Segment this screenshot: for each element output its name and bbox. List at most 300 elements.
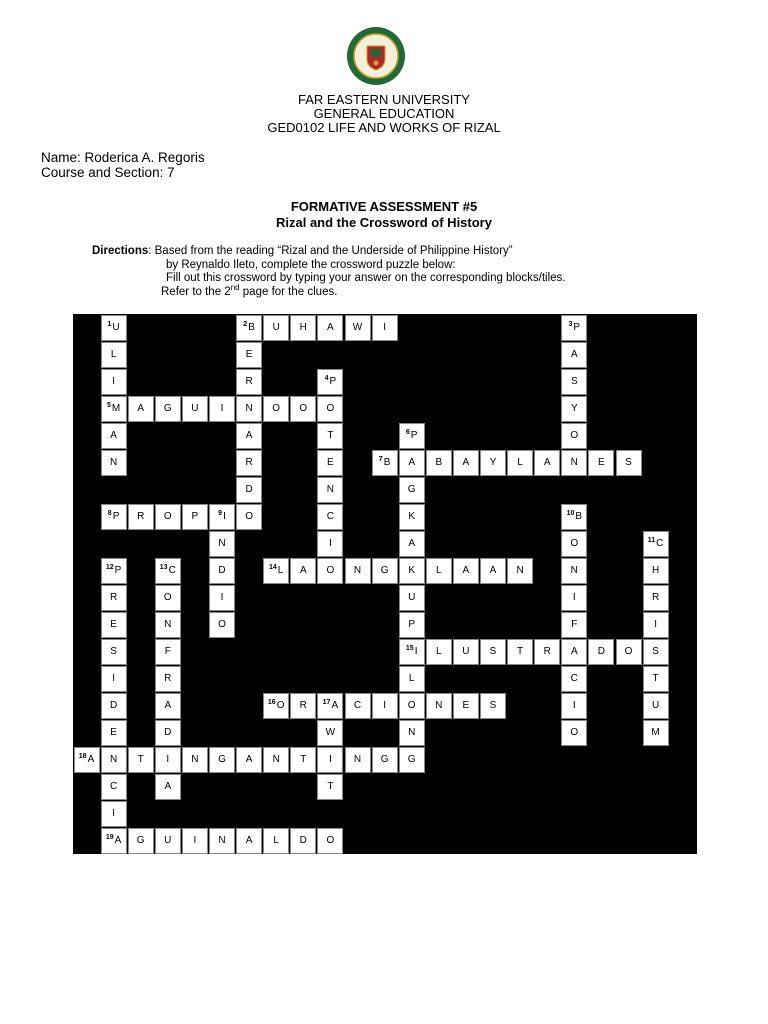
tile-letter: D <box>597 646 605 657</box>
tile-letter: O <box>326 835 335 846</box>
tile-letter: N <box>353 565 362 576</box>
tile-letter: I <box>193 835 197 846</box>
course-title: GED0102 LIFE AND WORKS OF RIZAL <box>267 120 501 135</box>
crossword-tile[interactable] <box>561 612 587 638</box>
crossword-tile[interactable] <box>372 450 398 476</box>
crossword-tile[interactable] <box>290 315 316 341</box>
tile-letter: L <box>517 457 523 468</box>
crossword-tile[interactable] <box>480 693 506 719</box>
crossword-tile[interactable] <box>236 342 262 368</box>
tile-letter: H <box>651 565 660 576</box>
crossword-tile[interactable] <box>317 774 343 800</box>
clue-number: 18 <box>78 753 87 760</box>
tile-letter: O <box>245 511 253 522</box>
tile-letter: R <box>137 511 145 522</box>
crossword-tile[interactable] <box>399 747 425 773</box>
crossword-tile[interactable] <box>209 612 235 638</box>
tile-letter: P <box>408 619 416 630</box>
tile-letter: U <box>112 322 120 333</box>
crossword-tile[interactable] <box>561 639 587 665</box>
crossword-tile[interactable] <box>643 666 669 692</box>
directions-text-1: : Based from the reading “Rizal and the Underside of Philippine History” <box>148 245 513 257</box>
crossword-tile[interactable] <box>317 315 343 341</box>
tile-letter: A <box>408 538 416 549</box>
crossword-tile[interactable] <box>317 477 343 503</box>
crossword-tile[interactable] <box>561 396 587 422</box>
crossword-tile[interactable] <box>101 342 127 368</box>
crossword-tile[interactable] <box>643 585 669 611</box>
clue-number: 9 <box>218 510 223 517</box>
tile-letter: U <box>462 646 470 657</box>
tile-letter: G <box>136 835 145 846</box>
tile-letter: I <box>383 322 386 333</box>
tile-letter: T <box>327 430 334 441</box>
crossword-tile[interactable] <box>534 639 560 665</box>
tile-letter: C <box>109 781 118 792</box>
crossword-tile[interactable] <box>561 450 587 476</box>
crossword-tile[interactable] <box>561 423 587 449</box>
crossword-tile[interactable] <box>561 315 587 341</box>
directions-label: Directions <box>92 245 149 257</box>
crossword-tile[interactable] <box>236 396 262 422</box>
crossword-tile[interactable] <box>182 828 208 854</box>
crossword-tile[interactable] <box>399 666 425 692</box>
crossword-tile[interactable] <box>155 747 181 773</box>
clue-number: 6 <box>405 429 410 436</box>
crossword-tile[interactable] <box>209 585 235 611</box>
crossword-tile[interactable] <box>101 315 127 341</box>
crossword-tile[interactable] <box>236 504 262 530</box>
tile-letter: R <box>651 592 660 603</box>
crossword-tile[interactable] <box>155 774 181 800</box>
crossword-tile[interactable] <box>480 639 506 665</box>
clue-number: 10 <box>566 510 575 517</box>
crossword-tile[interactable] <box>155 693 181 719</box>
crossword-tile[interactable] <box>480 450 506 476</box>
crossword-tile[interactable] <box>588 639 614 665</box>
crossword-tile[interactable] <box>155 666 181 692</box>
tile-letter: A <box>462 457 470 468</box>
tile-letter: R <box>299 700 307 711</box>
tile-letter: P <box>410 430 418 441</box>
course-section: Course and Section: 7 <box>41 165 175 180</box>
crossword-tile[interactable] <box>263 747 289 773</box>
tile-letter: E <box>245 349 253 360</box>
tile-letter: F <box>164 646 171 657</box>
crossword-tile[interactable] <box>290 747 316 773</box>
crossword-tile[interactable] <box>399 612 425 638</box>
tile-letter: L <box>408 673 415 684</box>
clue-number: 4 <box>324 375 329 382</box>
tile-letter: O <box>407 700 416 711</box>
tile-letter: D <box>109 700 118 711</box>
crossword-tile[interactable] <box>101 747 127 773</box>
crossword-tile[interactable] <box>101 639 127 665</box>
crossword-tile[interactable] <box>588 450 614 476</box>
tile-letter: R <box>245 457 253 468</box>
crossword-tile[interactable] <box>372 315 398 341</box>
crossword-tile[interactable] <box>345 747 371 773</box>
tile-letter: A <box>164 781 172 792</box>
crossword-tile[interactable] <box>209 396 235 422</box>
crossword-tile[interactable] <box>209 558 235 584</box>
tile-letter: I <box>112 808 115 819</box>
crossword-tile[interactable] <box>155 612 181 638</box>
crossword-tile[interactable] <box>101 774 127 800</box>
crossword-tile[interactable] <box>74 747 100 773</box>
tile-letter: A <box>462 565 470 576</box>
crossword-tile[interactable] <box>236 828 262 854</box>
tile-letter: E <box>327 457 334 468</box>
tile-letter: A <box>543 457 551 468</box>
crossword-tile[interactable] <box>399 585 425 611</box>
crossword-tile[interactable] <box>453 558 479 584</box>
crossword-tile[interactable] <box>561 342 587 368</box>
crossword-tile[interactable] <box>561 531 587 557</box>
tile-letter: B <box>575 511 583 522</box>
clue-number: 17 <box>322 699 331 706</box>
crossword-tile[interactable] <box>399 639 425 665</box>
crossword-tile[interactable] <box>182 747 208 773</box>
crossword-tile[interactable] <box>561 693 587 719</box>
crossword-tile[interactable] <box>507 558 533 584</box>
crossword-tile[interactable] <box>101 612 127 638</box>
crossword-tile[interactable] <box>182 504 208 530</box>
crossword-tile[interactable] <box>101 828 127 854</box>
tile-letter: M <box>111 403 121 414</box>
crossword-tile[interactable] <box>561 504 587 530</box>
crossword-tile[interactable] <box>561 369 587 395</box>
crossword-tile[interactable] <box>263 828 289 854</box>
crossword-tile[interactable] <box>480 558 506 584</box>
clue-number: 7 <box>378 456 383 463</box>
tile-letter: A <box>87 754 95 765</box>
clue-number: 3 <box>568 321 573 328</box>
crossword-tile[interactable] <box>399 531 425 557</box>
tile-letter: R <box>543 646 551 657</box>
tile-letter: W <box>325 727 336 738</box>
crossword-tile[interactable] <box>561 666 587 692</box>
tile-letter: E <box>110 727 117 738</box>
tile-letter: Y <box>489 457 497 468</box>
tile-letter: G <box>407 754 416 765</box>
clue-number: 13 <box>159 564 168 571</box>
crossword-tile[interactable] <box>561 558 587 584</box>
tile-letter: W <box>352 322 363 333</box>
tile-letter: I <box>329 754 332 765</box>
crossword-tile[interactable] <box>155 828 181 854</box>
directions-text-4b: page for the clues. <box>239 286 338 298</box>
crossword-tile[interactable] <box>643 720 669 746</box>
crossword-tile[interactable] <box>101 504 127 530</box>
clue-number: 12 <box>105 564 114 571</box>
crossword-tile[interactable] <box>643 558 669 584</box>
tile-letter: S <box>110 646 117 657</box>
clue-number: 2 <box>243 321 248 328</box>
crossword-tile[interactable] <box>507 639 533 665</box>
tile-letter: P <box>573 322 581 333</box>
crossword-tile[interactable] <box>426 450 452 476</box>
directions-line-3: Fill out this crossword by typing your answer on the corresponding blocks/tiles. <box>166 272 566 284</box>
crossword-tile[interactable] <box>101 558 127 584</box>
crossword-tile[interactable] <box>399 720 425 746</box>
tile-letter: C <box>353 700 362 711</box>
crossword-tile[interactable] <box>263 315 289 341</box>
crossword-tile[interactable] <box>101 369 127 395</box>
tile-letter: I <box>220 592 224 603</box>
crossword-tile[interactable] <box>317 747 343 773</box>
tile-letter: G <box>163 403 172 414</box>
tile-letter: N <box>164 619 172 630</box>
crossword-tile[interactable] <box>345 315 371 341</box>
tile-letter: T <box>517 646 524 657</box>
tile-letter: N <box>353 754 362 765</box>
crossword-tile[interactable] <box>616 639 642 665</box>
tile-letter: N <box>109 754 118 765</box>
ordinal-suffix: nd <box>230 283 240 293</box>
crossword-tile[interactable] <box>290 828 316 854</box>
crossword-tile[interactable] <box>263 558 289 584</box>
tile-letter: P <box>329 376 337 387</box>
tile-letter: N <box>191 754 199 765</box>
crossword-tile[interactable] <box>101 801 127 827</box>
crossword-tile[interactable] <box>372 558 398 584</box>
tile-letter: N <box>570 457 578 468</box>
tile-letter: H <box>299 322 307 333</box>
crossword-tile[interactable] <box>616 450 642 476</box>
tile-letter: T <box>300 754 307 765</box>
crossword-tile[interactable] <box>643 531 669 557</box>
tile-letter: O <box>163 592 172 603</box>
crossword-tile[interactable] <box>317 531 343 557</box>
tile-letter: T <box>652 673 659 684</box>
tile-letter: P <box>112 511 120 522</box>
tile-letter: A <box>570 646 578 657</box>
tile-letter: I <box>414 646 418 657</box>
crossword-tile[interactable] <box>507 450 533 476</box>
tile-letter: A <box>299 565 307 576</box>
crossword-tile[interactable] <box>317 693 343 719</box>
crossword-tile[interactable] <box>399 693 425 719</box>
crossword-tile[interactable] <box>209 828 235 854</box>
crossword-tile[interactable] <box>155 585 181 611</box>
tile-letter: A <box>245 835 253 846</box>
tile-letter: A <box>110 430 117 441</box>
clue-number: 5 <box>106 402 111 409</box>
crossword-tile[interactable] <box>101 693 127 719</box>
crossword-tile[interactable] <box>155 504 181 530</box>
tile-letter: R <box>109 592 118 603</box>
tile-letter: O <box>163 511 172 522</box>
crossword-tile[interactable] <box>290 693 316 719</box>
crossword-tile[interactable] <box>155 639 181 665</box>
tile-letter: A <box>327 322 334 333</box>
tile-letter: A <box>114 835 122 846</box>
tile-letter: P <box>114 565 122 576</box>
crossword-tile[interactable] <box>317 423 343 449</box>
crossword-tile[interactable] <box>426 693 452 719</box>
crossword-tile[interactable] <box>453 639 479 665</box>
crossword-tile[interactable] <box>399 504 425 530</box>
crossword-tile[interactable] <box>155 558 181 584</box>
crossword-tile[interactable] <box>290 396 316 422</box>
crossword-tile[interactable] <box>101 396 127 422</box>
tile-letter: O <box>570 538 579 549</box>
tile-letter: I <box>329 538 332 549</box>
crossword-tile[interactable] <box>399 423 425 449</box>
tile-letter: D <box>218 565 226 576</box>
crossword-tile[interactable] <box>236 747 262 773</box>
tile-letter: O <box>276 700 285 711</box>
crossword-tile[interactable] <box>209 531 235 557</box>
crossword-tile[interactable] <box>101 423 127 449</box>
tile-letter: B <box>435 457 443 468</box>
crossword-tile[interactable] <box>372 693 398 719</box>
tile-letter: S <box>652 646 659 657</box>
tile-letter: N <box>109 457 118 468</box>
crossword-tile[interactable] <box>453 693 479 719</box>
crossword-tile[interactable] <box>345 558 371 584</box>
crossword-tile[interactable] <box>534 450 560 476</box>
tile-letter: O <box>326 403 335 414</box>
tile-letter: N <box>408 727 416 738</box>
clue-number: 11 <box>647 537 656 544</box>
crossword-tile[interactable] <box>128 828 154 854</box>
tile-letter: I <box>572 700 576 711</box>
crossword-tile[interactable] <box>643 639 669 665</box>
crossword-tile[interactable] <box>236 477 262 503</box>
crossword-tile[interactable] <box>263 396 289 422</box>
crossword-tile[interactable] <box>128 747 154 773</box>
crossword-tile[interactable] <box>399 477 425 503</box>
tile-letter: G <box>218 754 226 765</box>
tile-letter: N <box>218 538 226 549</box>
tile-letter: I <box>383 700 386 711</box>
crossword-tile[interactable] <box>290 558 316 584</box>
crossword-tile[interactable] <box>101 585 127 611</box>
crossword-tile[interactable] <box>155 720 181 746</box>
crossword-tile[interactable] <box>236 423 262 449</box>
crossword-tile[interactable] <box>317 369 343 395</box>
crossword-tile[interactable] <box>317 720 343 746</box>
tile-letter: R <box>245 376 253 387</box>
tile-letter: I <box>654 619 657 630</box>
crossword-tile[interactable] <box>128 396 154 422</box>
tile-letter: N <box>570 565 578 576</box>
university-seal <box>346 26 406 86</box>
crossword-tile[interactable] <box>317 504 343 530</box>
assessment-title: FORMATIVE ASSESSMENT #5 <box>290 199 478 214</box>
crossword-tile[interactable] <box>453 450 479 476</box>
tile-letter: L <box>436 565 442 576</box>
clue-number: 16 <box>267 699 276 706</box>
crossword-tile[interactable] <box>345 693 371 719</box>
tile-letter: R <box>164 673 172 684</box>
tile-letter: I <box>112 376 115 387</box>
clue-number: 8 <box>107 510 112 517</box>
tile-letter: U <box>272 322 280 333</box>
tile-letter: O <box>570 430 579 441</box>
tile-letter: A <box>408 457 416 468</box>
tile-letter: F <box>571 619 578 630</box>
tile-letter: O <box>218 619 226 630</box>
tile-letter: L <box>436 646 442 657</box>
crossword-tile[interactable] <box>182 396 208 422</box>
crossword-tile[interactable] <box>643 693 669 719</box>
tile-letter: N <box>326 484 334 495</box>
tile-letter: E <box>110 619 117 630</box>
crossword-tile[interactable] <box>263 693 289 719</box>
crossword-tile[interactable] <box>236 369 262 395</box>
tile-letter: M <box>651 727 660 738</box>
crossword-tile[interactable] <box>209 747 235 773</box>
tile-letter: I <box>112 673 115 684</box>
crossword-tile[interactable] <box>426 558 452 584</box>
crossword-tile[interactable] <box>643 612 669 638</box>
crossword-tile[interactable] <box>236 450 262 476</box>
tile-letter: C <box>326 511 334 522</box>
tile-letter: L <box>110 349 117 360</box>
tile-letter: N <box>245 403 253 414</box>
tile-letter: B <box>383 457 391 468</box>
tile-letter: A <box>570 349 578 360</box>
tile-letter: S <box>570 376 578 387</box>
tile-letter: A <box>331 700 339 711</box>
directions-line-2: by Reynaldo Ileto, complete the crossword puzzle below: <box>166 259 456 271</box>
tile-letter: G <box>380 565 389 576</box>
tile-letter: D <box>299 835 307 846</box>
crossword-tile[interactable] <box>101 720 127 746</box>
crossword-tile[interactable] <box>317 828 343 854</box>
tile-letter: O <box>299 403 308 414</box>
tile-letter: P <box>191 511 199 522</box>
crossword-tile[interactable] <box>101 450 127 476</box>
tile-letter: N <box>516 565 524 576</box>
clue-number: 1 <box>107 321 112 328</box>
tile-letter: I <box>223 511 226 522</box>
crossword-tile[interactable] <box>128 504 154 530</box>
tile-letter: U <box>408 592 416 603</box>
tile-letter: K <box>408 565 416 576</box>
tile-letter: L <box>277 565 284 576</box>
tile-letter: S <box>489 646 497 657</box>
crossword-tile[interactable] <box>317 558 343 584</box>
crossword-tile[interactable] <box>372 747 398 773</box>
crossword-tile[interactable] <box>209 504 235 530</box>
crossword-tile[interactable] <box>236 315 262 341</box>
tile-letter: G <box>407 484 416 495</box>
crossword-tile[interactable] <box>155 396 181 422</box>
tile-letter: K <box>408 511 416 522</box>
tile-letter: D <box>245 484 253 495</box>
crossword-tile[interactable] <box>426 639 452 665</box>
crossword-tile[interactable] <box>317 450 343 476</box>
university-name: FAR EASTERN UNIVERSITY <box>298 92 470 107</box>
crossword-tile[interactable] <box>561 720 587 746</box>
crossword-tile[interactable] <box>101 666 127 692</box>
tile-letter: C <box>168 565 176 576</box>
tile-letter: O <box>272 403 281 414</box>
crossword-tile[interactable] <box>317 396 343 422</box>
crossword-tile[interactable] <box>399 558 425 584</box>
crossword-tile[interactable] <box>561 585 587 611</box>
crossword-grid <box>73 314 697 854</box>
tile-letter: A <box>489 565 497 576</box>
department-name: GENERAL EDUCATION <box>313 106 455 121</box>
tile-letter: A <box>137 403 145 414</box>
crossword-tile[interactable] <box>399 450 425 476</box>
tile-letter: O <box>326 565 335 576</box>
